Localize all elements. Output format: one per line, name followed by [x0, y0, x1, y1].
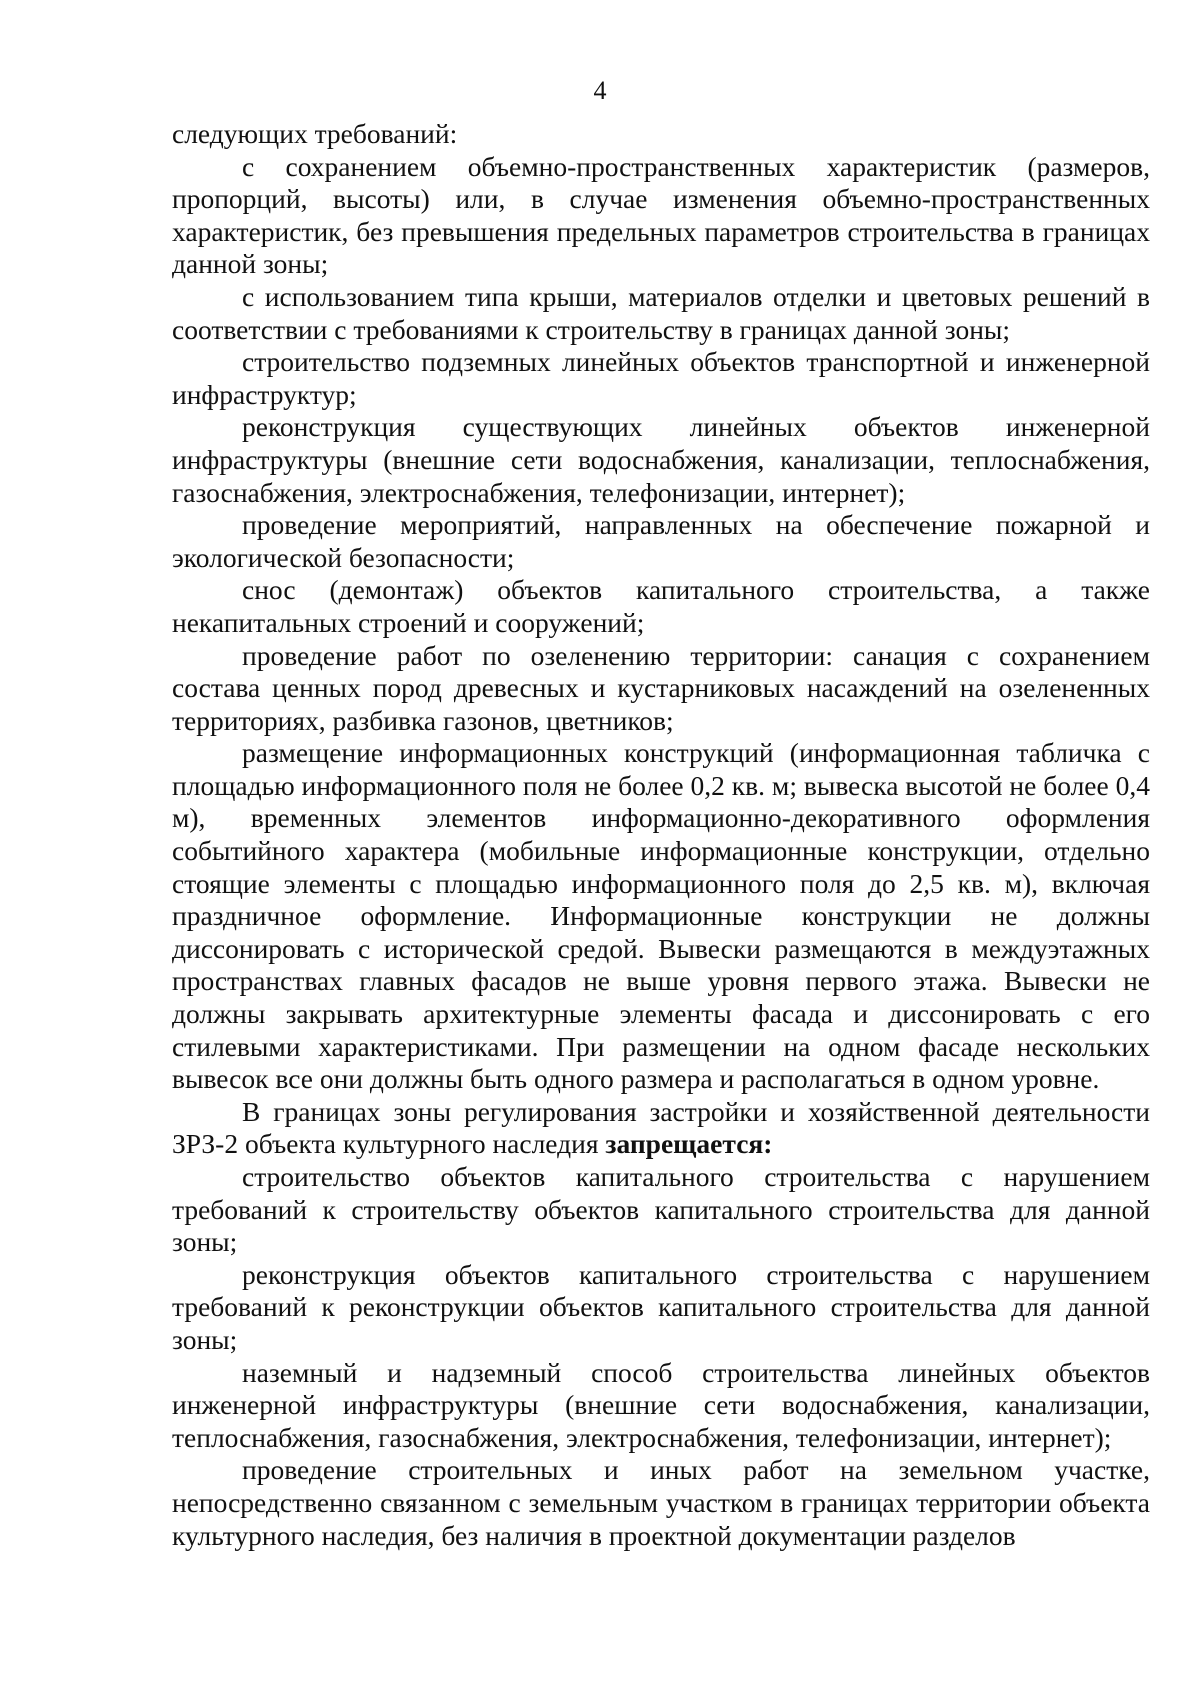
paragraph-safety-measures: проведение мероприятий, направленных на обеспечение пожарной и экологической безопасности; [172, 509, 1150, 573]
document-body [172, 118, 1150, 1552]
paragraph-prohibited-construction: строительство объектов капитального строительства с нарушением требований к строительству объектов капитального строительства для данной зоны; [172, 1161, 1150, 1258]
paragraph-volume-spatial: с сохранением объемно-пространственных характеристик (размеров, пропорций, высоты) или, в случае изменения объемно-пространственных характеристик, без превышения предельных параметров строительства в границах данной зоны; [172, 150, 1150, 280]
paragraph-info-structures: размещение информационных конструкций (информационная табличка с площадью информационного поля не более 0,2 кв. м; вывеска высотой не более 0,4 м), временных элементов информационно-декоративного оформления событийного характера (мобильные информационные конструкции, отдельно стоящие элементы с площадью информационного поля до 2,5 кв. м), включая праздничное оформление. Информационные конструкции не должны диссонировать с исторической средой. Вывески размещаются в междуэтажных пространствах главных фасадов не выше уровня первого этажа. Вывески не должны закрывать архитектурные элементы фасада и диссонировать с его стилевыми характеристиками. При размещении на одном фасаде нескольких вывесок все они должны быть одного размера и располагаться в одном уровне. [172, 737, 1150, 1095]
page-number: 4 [593, 76, 607, 105]
paragraph-prohibited-works: проведение строительных и иных работ на земельном участке, непосредственно связанном с земельным участком в границах территории объекта культурного наследия, без наличия в проектной документации разделов [172, 1454, 1150, 1551]
paragraph-prohibited-overground-lines: наземный и надземный способ строительства линейных объектов инженерной инфраструктуры (внешние сети водоснабжения, канализации, теплоснабжения, газоснабжения, электроснабжения, телефонизации, интернет); [172, 1356, 1150, 1453]
prohibited-keyword: запрещается: [605, 1128, 773, 1160]
paragraph-demolition: снос (демонтаж) объектов капитального строительства, а также некапитальных строений и сооружений; [172, 574, 1150, 638]
paragraph-prohibited-reconstruction: реконструкция объектов капитального строительства с нарушением требований к реконструкции объектов капитального строительства для данной зоны; [172, 1258, 1150, 1355]
paragraph-roof-materials: с использованием типа крыши, материалов отделки и цветовых решений в соответствии с требованиями к строительству в границах данной зоны; [172, 280, 1150, 345]
paragraph-prohibited-intro: В границах зоны регулирования застройки и хозяйственной деятельности ЗРЗ-2 объекта культурного наследия запрещается: [172, 1095, 1150, 1160]
paragraph-continuation: следующих требований: [172, 118, 458, 149]
paragraph-underground-lines: строительство подземных линейных объектов транспортной и инженерной инфраструктур; [172, 346, 1150, 410]
paragraph-reconstruction-lines: реконструкция существующих линейных объектов инженерной инфраструктуры (внешние сети водоснабжения, канализации, теплоснабжения, газоснабжения, электроснабжения, телефонизации, интернет); [172, 411, 1150, 508]
paragraph-landscaping: проведение работ по озеленению территории: санация с сохранением состава ценных пород древесных и кустарниковых насаждений на озелененных территориях, разбивка газонов, цветников; [172, 639, 1150, 736]
